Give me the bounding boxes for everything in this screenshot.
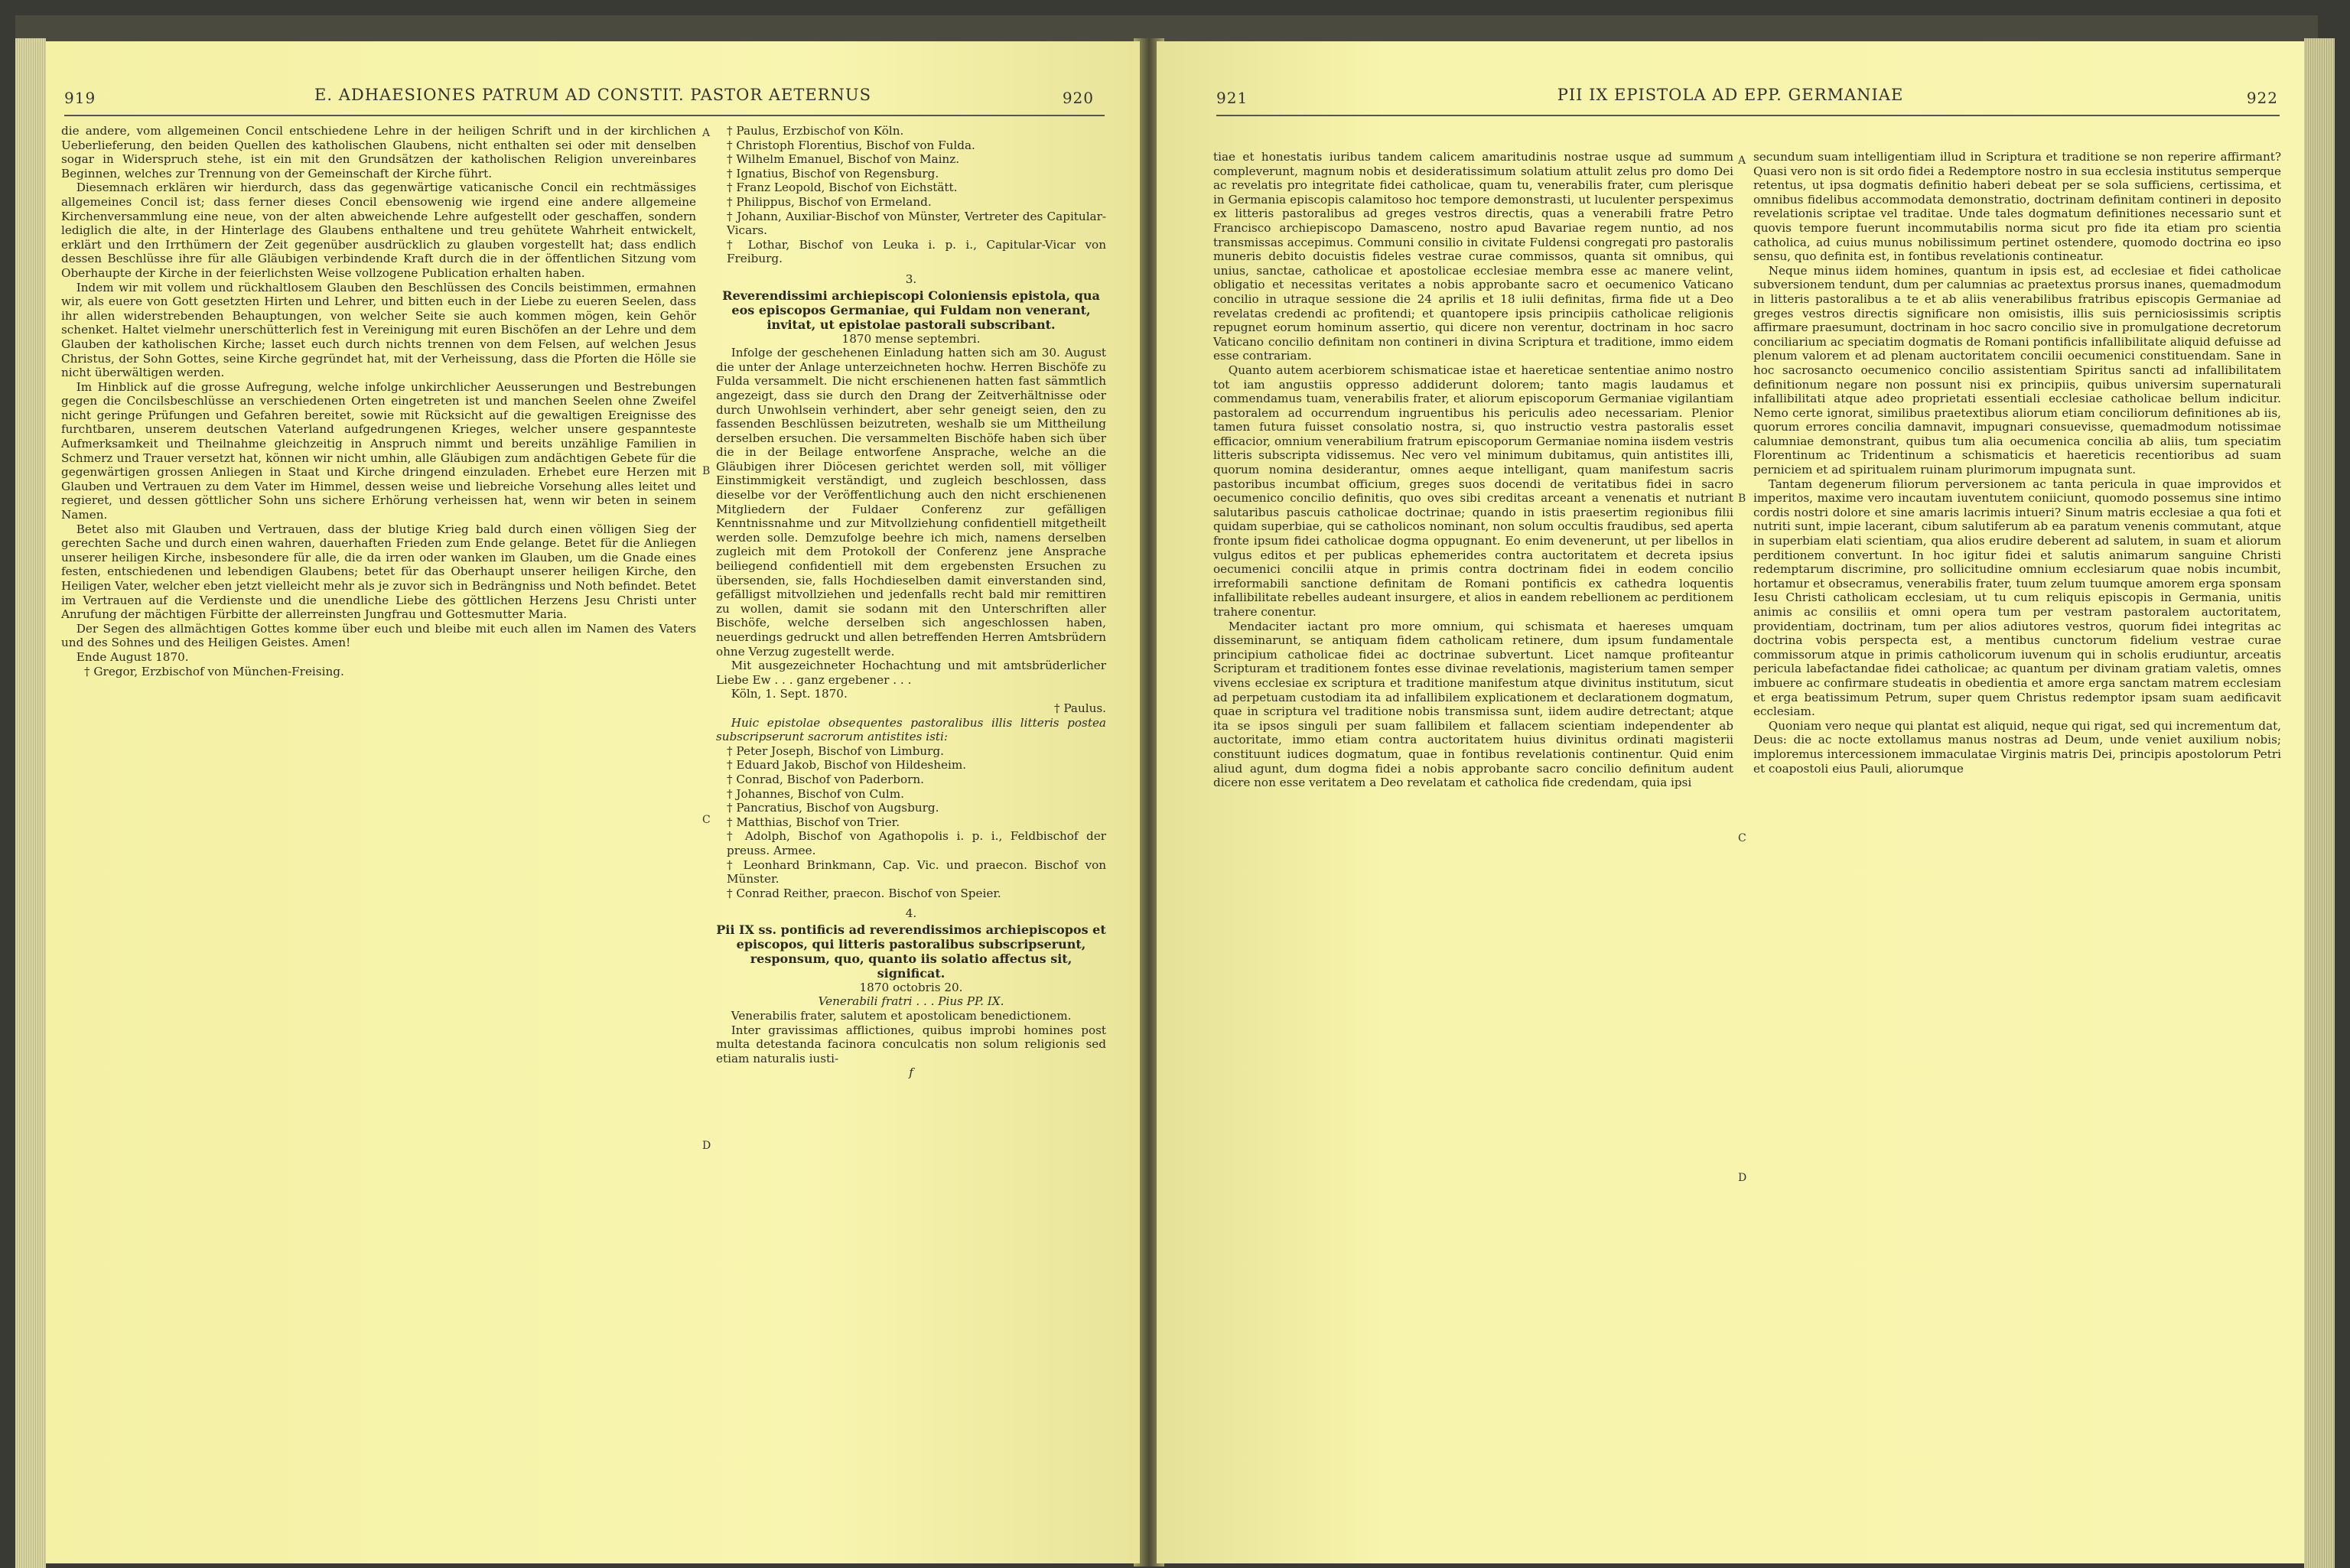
- page-number: 922: [2246, 89, 2278, 107]
- running-title: E. ADHAESIONES PATRUM AD CONSTIT. PASTOR AETERNUS: [314, 86, 871, 104]
- running-title: PII IX EPISTOLA AD EPP. GERMANIAE: [1557, 86, 1904, 104]
- section-date: 1870 octobris 20.: [859, 980, 963, 994]
- paragraph: Tantam degenerum filiorum perversionem ac tanta pericula in quae improvidos et imperitos, maxime vero incautam iuventutem coniiciunt, quomodo possemus sine intimo cordis nostri dolore et sine amaris lacrimis intueri? Sinum matris ecclesiae a qua foti et nutriti sunt, impie lacerant, cibum salutiferum ab ea paratum venenis commutant, atque in superbiam elati scientiam, qua alios erudire deberent ad salutem, in suam et aliorum perditionem convertunt. In hoc igitur fidei et salutis animarum sanguine Christi redemptarum discrimine, pro sollicitudine omnium ecclesiarum quae nobis incumbit, hortamur et obsecramus, venerabilis frater, tuum zelum tuumque amorem erga sponsam Iesu Christi catholicam ecclesiam, ut tu cum reliquis episcopis in Germania, unitis animis ac consiliis et omni opera tum per vestram pastoralem auctoritatem, providentiam, doctrinam, tum per alios adiutores vestros, quorum fidei integritas ac doctrina vobis perspecta est, a mentibus cunctorum fidelium vestrae curae commissorum atque in primis catholicorum iuvenum qui in scholis erudiuntur, arceatis pericula labefactandae fidei catholicae; ac quantum per divinam gratiam valetis, omnes imbuere ac confirmare studeatis in obedientia et amore erga sanctam matrem ecclesiam et erga beatissimum Petrum, super quem Christus redemptor ipsam suam aedificavit ecclesiam.: [1753, 477, 2281, 719]
- signatory: † Johannes, Bischof von Culm.: [727, 786, 905, 801]
- paragraph: Inter gravissimas afflictiones, quibus improbi homines post multa detestanda facinora conculcatis non solum religionis sed etiam naturalis iusti-: [716, 1023, 1106, 1065]
- signatory: † Christoph Florentius, Bischof von Fulda.: [727, 138, 975, 152]
- page-edge-right: [2304, 38, 2335, 1568]
- page-number: 920: [1062, 89, 1094, 107]
- signatory: † Lothar, Bischof von Leuka i. p. i., Capitular-Vicar von Freiburg.: [727, 237, 1106, 266]
- section-title: Pii IX ss. pontificis ad reverendissimos archiepiscopos et episcopos, qui litteris pastoralibus subscripserunt, responsum, quo, quanto iis solatio affectus sit, significat.: [716, 922, 1106, 981]
- signatory: † Franz Leopold, Bischof von Eichstätt.: [727, 181, 958, 195]
- salutation: Venerabili fratri . . . Pius PP. IX.: [818, 994, 1004, 1009]
- paragraph: Im Hinblick auf die grosse Aufregung, welche infolge unkirchlicher Aeusserungen und Bestrebungen gegen die Concilsbeschlüsse an verschiedenen Orten eingetreten ist und manchen Seelen ohne Zweifel nicht geringe Prüfungen und Gefahren bereitet, sowie mit Rücksicht auf die gewaltigen Ereignisse des furchtbaren, unserem deutschen Vaterland aufgedrungenen Krieges, welcher unsere gespannteste Aufmerksamkeit und Theilnahme gleichzeitig in Anspruch nimmt und bereits unzählige Familien in Schmerz und Trauer versetzt hat, können wir nicht umhin, alle Gläubigen zum andächtigen Gebete für die gegenwärtigen grossen Anliegen in Staat und Kirche dringend einzuladen. Erhebet eure Herzen mit Glauben und Vertrauen zu dem Vater im Himmel, dessen weise und liebreiche Vorsehung alles leitet und regieret, und dessen göttlicher Sohn uns sichere Erhörung verheissen hat, wenn wir beten in seinem Namen.: [61, 379, 696, 522]
- section-title: Reverendissimi archiepiscopi Coloniensis epistola, qua eos episcopos Germaniae, qui Fuldam non venerant, invitat, ut epistolae pastorali subscribant.: [722, 288, 1100, 332]
- signatory: † Paulus, Erzbischof von Köln.: [727, 124, 904, 138]
- section-date: 1870 mense septembri.: [841, 331, 981, 346]
- paragraph: Quanto autem acerbiorem schismaticae istae et haereticae sententiae animo nostro tot iam angustiis oppresso addiderunt dolorem; tanto magis laudamus et commendamus tuam, venerabilis frater, et aliorum episcoporum Germaniae vigilantiam pastoralem ad occurrendum ingruentibus his periculis adeo necessariam. Plenior tamen futura fuisset consolatio nostra, si, quo instructio vestra pastoralis esset efficacior, omnium venerabilium fratrum episcoporum Germaniae nomina iisdem vestris litteris subscripta vidissemus. Nec vero vel minimum dubitamus, quin antistites illi, quorum nomina desiderantur, omnes aeque intelligant, quam manifestum sacris pastoribus incumbat officium, greges suos docendi de veritatibus fidei in sacro oecumenico concilio definitis, quo oves sibi creditas arceant a venenatis et nutriant salutaribus pascuis catholicae doctrinae; quando in istis praesertim regionibus filii quidam superbiae, qui se catholicos nominant, non solum occultis fraudibus, sed aperta fronte ipsum fidei catholicae dogma oppugnant. Eo enim devenerunt, ut per libellos in vulgus editos et per publicas ephemerides contra auctoritatem et decreta ipsius oecumenici concilii atque in primis contra doctrinam fidei in eodem concilio irreformabili sanctione definitam de Romani pontificis ex cathedra loquentis infallibilitate rebelles audeant insurgere, et alios in eandem rebellionem ac perditionem trahere conentur.: [1213, 363, 1733, 619]
- right-column-2: [1753, 150, 2281, 776]
- signature: † Paulus.: [1053, 701, 1106, 715]
- header-rule: [64, 115, 1105, 116]
- margin-marker: C: [702, 814, 711, 826]
- paragraph: Quoniam vero neque qui plantat est aliquid, neque qui rigat, sed qui incrementum dat, Deus: die ac nocte extollamus manus nostras ad Deum, unde veniet auxilium nobis; imploremus intercessionem immaculatae Virginis matris Dei, principis apostolorum Petri et coapostoli eius Pauli, aliorumque: [1753, 718, 2281, 776]
- left-page: [46, 41, 1140, 1563]
- place-date: Köln, 1. Sept. 1870.: [731, 687, 848, 701]
- margin-marker: A: [1738, 155, 1746, 167]
- left-running-head: [46, 86, 1140, 116]
- paragraph: Der Segen des allmächtigen Gottes komme über euch und bleibe mit euch allen im Namen des Vaters und des Sohnes und des Heiligen Geistes. Amen!: [61, 621, 696, 650]
- signatory: † Peter Joseph, Bischof von Limburg.: [727, 743, 944, 758]
- section-number: 3.: [905, 272, 917, 286]
- signatory: † Johann, Auxiliar-Bischof von Münster, Vertreter des Capitular-Vicars.: [727, 209, 1106, 238]
- right-column-1: [1213, 150, 1733, 790]
- book-spread: [15, 15, 2318, 1553]
- paragraph: Mit ausgezeichneter Hochachtung und mit amtsbrüderlicher Liebe Ew . . . ganz ergebener . . .: [716, 659, 1106, 687]
- right-page: [1157, 41, 2304, 1563]
- italic-note: Huic epistolae obsequentes pastoralibus illis litteris postea subscripserunt sacrorum antistites isti:: [716, 715, 1106, 744]
- paragraph: Neque minus iidem homines, quantum in ipsis est, ad ecclesiae et fidei catholicae subversionem tendunt, dum per calumnias ac praetextus prorsus inanes, quemadmodum in litteris pastoralibus a te et ab aliis venerabilibus fratribus episcopis Germaniae ad greges vestros directis significare non omisistis, illis suis perniciosissimis scriptis affirmare praesumunt, doctrinam in hoc sacro concilio sive in promulgatione decretorum conciliarium ac speciatim dogmatis de Romani pontificis infallibilitate aliquid defuisse ad plenum valorem et ad plenam auctoritatem concilii oecumenici constituendam. Sane in hoc sacrosancto oecumenico concilio assistentiam Spiritus sancti ad infallibilitatem definitionum negare non possunt nisi ex principiis, quibus universim supernaturali infallibilitati atque adeo proprietati essentiali ecclesiae catholicae bellum indicitur. Nemo certe ignorat, similibus praetextibus aliorum etiam conciliorum definitiones ab iis, quorum errores concilia damnavit, impugnari consuevisse, quemadmodum notissimae calumniae demonstrant, quibus tum alia oecumenica concilia ab aliis, tum speciatim Florentinum ac Tridentinum a schismaticis et haereticis recentioribus ad suam perniciem et ad spiritualem ruinam plurimorum impugnata sunt.: [1753, 263, 2281, 477]
- signatory: † Leonhard Brinkmann, Cap. Vic. und praecon. Bischof von Münster.: [727, 857, 1106, 886]
- margin-marker: D: [1738, 1172, 1747, 1184]
- margin-marker: D: [702, 1140, 711, 1152]
- paragraph: secundum suam intelligentiam illud in Scriptura et traditione se non reperire affirmant? Quasi vero non is sit ordo fidei a Redemptore nostro in sua ecclesia institutus semperque retentus, ut ipsa dogmatis definitio haberi debeat per se sola sufficiens, certissima, et omnibus fidelibus accommodata demonstratio, doctrinam definitam contineri in deposito revelationis scriptae vel traditae. Unde tales dogmatum definitiones necessario sunt et quovis tempore fuerunt incommutabilis norma sicut pro fide ita etiam pro scientia catholica, ad cuius munus nobilissimum pertinet ostendere, quomodo doctrina eo ipso sensu, quo definita est, in fontibus revelationis contineatur.: [1753, 150, 2281, 264]
- left-column-1: [61, 124, 696, 678]
- paragraph: Venerabilis frater, salutem et apostolicam benedictionem.: [731, 1009, 1072, 1023]
- margin-marker: C: [1738, 832, 1746, 844]
- paragraph: Betet also mit Glauben und Vertrauen, dass der blutige Krieg bald durch einen völligen Sieg der gerechten Sache und durch einen wahren, dauerhaften Frieden zum Ende gelange. Betet für die Anliegen unserer heiligen Kirche, insbesondere für alle, die da irren oder wanken im Glauben, um die Gnade eines festen, entschiedenen und lebendigen Glaubens; betet für das Oberhaupt unserer heiligen Kirche, den Heiligen Vater, welcher eben jetzt vielleicht mehr als je zuvor sich in Bedrängniss und Noth befindet. Betet im Vertrauen auf die Verdienste und die unendliche Liebe des göttlichen Herzens Jesu Christi unter Anrufung der mächtigen Fürbitte der allerreinsten Jungfrau und Gottesmutter Maria.: [61, 522, 696, 622]
- signatory: † Philippus, Bischof von Ermeland.: [727, 194, 932, 209]
- signature-mark: f: [909, 1065, 913, 1080]
- signature: † Gregor, Erzbischof von München-Freising.: [84, 664, 344, 678]
- paragraph: die andere, vom allgemeinen Concil entschiedene Lehre in der heiligen Schrift und in der kirchlichen Ueberlieferung, den beiden Quellen des katholischen Glaubens, nicht enthalten sei oder mit denselben sogar in Widerspruch stehe, ist ein mit den Grundsätzen der katholischen Religion unvereinbares Beginnen, welches zur Trennung von der Gemeinschaft der Kirche führt.: [61, 124, 696, 181]
- signatory: † Wilhelm Emanuel, Bischof von Mainz.: [727, 152, 960, 167]
- signatory: † Adolph, Bischof von Agathopolis i. p. i., Feldbischof der preuss. Armee.: [727, 829, 1106, 857]
- paragraph: Mendaciter iactant pro more omnium, qui schismata et haereses umquam disseminarunt, se antiquam fidem catholicam retinere, dum ipsum fundamentale principium catholicae fidei ac doctrinae subvertunt. Licet namque profiteantur Scripturam et traditionem fontes esse divinae revelationis, magisterium tamen semper vivens ecclesiae ex scriptura et traditione manifestum atque divinitus institutum, sicut ad perpetuam custodiam ita ad infallibilem explicationem et declarationem dogmatum, quae in scriptura vel traditione nobis transmissa sunt, iidem audire detrectant; atque ita se ipsos singuli per suam fallibilem et fallacem scientiam independenter ab auctoritate, immo etiam contra auctoritatem huius divinitus ordinati magisterii constituunt iudices dogmatum, quae in fontibus revelationis continentur. Quid enim aliud agunt, dum dogma fidei a nobis approbante sacro concilio definitum audent dicere non esse veritatem a Deo revelatam et catholica fide credendam, quia ipsi: [1213, 619, 1733, 790]
- signatory: † Conrad, Bischof von Paderborn.: [727, 772, 924, 786]
- paragraph: Indem wir mit vollem und rückhaltlosem Glauben den Beschlüssen des Concils beistimmen, ermahnen wir, als euere von Gott gesetzten Hirten und Lehrer, und bitten euch in der Liebe zu eueren Seelen, dass ihr allen widerstrebenden Behauptungen, von welcher Seite sie auch kommen mögen, kein Gehör schenket. Haltet vielmehr unerschütterlich fest in Vereinigung mit euren Bischöfen an der Lehre und dem Glauben der katholischen Kirche; lasset euch durch nichts trennen von dem Felsen, auf welchen Jesus Christus, der Sohn Gottes, seine Kirche gegründet hat, mit der Verheissung, dass die Pforten die Hölle sie nicht überwältigen werden.: [61, 280, 696, 380]
- page-number: 921: [1216, 89, 1248, 107]
- right-running-head: [1157, 86, 2304, 116]
- date-line: Ende August 1870.: [76, 649, 189, 664]
- left-column-2: [716, 124, 1106, 1080]
- signatory: † Conrad Reither, praecon. Bischof von Speier.: [727, 886, 1001, 900]
- margin-marker: B: [1738, 493, 1746, 505]
- signatory: † Eduard Jakob, Bischof von Hildesheim.: [727, 758, 967, 773]
- section-number: 4.: [905, 906, 917, 921]
- paragraph: Diesemnach erklären wir hierdurch, dass das gegenwärtige vaticanische Concil ein rechtmässiges allgemeines Concil ist; dass ferner dieses Concil ebensowenig wie irgend eine andere allgemeine Kirchenversammlung eine neue, von der alten abweichende Lehre aufgestellt oder geschaffen, sondern lediglich die alte, in der Hinterlage des Glaubens enthaltene und treu gehütete Wahrheit entwickelt, erklärt und den Irrthümern der Zeit gegenüber ausdrücklich zu glauben vorgestellt hat; dass endlich dessen Beschlüsse ihre für alle Gläubigen verbindende Kraft durch die in der öffentlichen Sitzung vom Oberhaupte der Kirche in der feierlichsten Weise vollzogene Publication erhalten haben.: [61, 181, 696, 280]
- signatory: † Ignatius, Bischof von Regensburg.: [727, 166, 939, 181]
- margin-marker: B: [702, 465, 711, 477]
- paragraph: tiae et honestatis iuribus tandem calicem amaritudinis nostrae usque ad summum compleverunt, magnum nobis et desideratissimum solatium attulit zelus pro domo Dei ac revelatis pro integritate fidei catholicae, quam tu, venerabilis frater, cum plerisque in Germania episcopis calamitoso hoc tempore demonstrasti, ut luculenter perspeximus ex litteris pastoralibus ad greges vestros directis, quas a venerabili fratre Petro Francisco archiepiscopo Damasceno, nostro apud Bavariae regem nuntio, ad nos transmissas accepimus. Communi consilio in civitate Fuldensi congregati pro pastoralis muneris debito docuistis fideles vestrae curae commissos, quanta sit omnibus, qui unius, sanctae, catholicae et apostolicae ecclesiae membra esse ac manere velint, obligatio et necessitas veritates a nobis approbante sacro et oecumenico Vaticano concilio in utraque sessione die 24 aprilis et 18 iulii definitas, firma fide ut a Deo revelatas credendi ac profitendi; et quantopere ipsis principiis catholicae religionis repugnet eorum hominum assertio, qui dicere non verentur, doctrinam in hoc sacro Vaticano concilio definitam non contineri in divina Scriptura et traditione, immo eidem esse contrariam.: [1213, 150, 1733, 363]
- margin-marker: A: [702, 127, 711, 139]
- paragraph: Infolge der geschehenen Einladung hatten sich am 30. August die unter der Anlage unterzeichneten hochw. Herren Bischöfe zu Fulda versammelt. Die nicht erschienenen hatten fast sämmtlich angezeigt, dass sie durch den Drang der Zeitverhältnisse oder durch Unwohlsein verhindert, aber sehr geneigt seien, den zu fassenden Beschlüssen beizutreten, weshalb sie um Mittheilung derselben ersuchen. Die versammelten Bischöfe haben sich über die in der Beilage entworfene Ansprache, welche an die Gläubigen ihrer Diöcesen gerichtet werden soll, mit völliger Einstimmigkeit verständigt, und zugleich beschlossen, dass dieselbe vor der Veröffentlichung auch den nicht erschienenen Mitgliedern der Fuldaer Conferenz zur gefälligen Kenntnissnahme und zur Mitvollziehung confidentiell mitgetheilt werden solle. Demzufolge beehre ich mich, namens derselben zugleich mit dem Protokoll der Conferenz jene Ansprache beiliegend confidentiell mit dem ergebensten Ersuchen zu übersenden, sie, falls Hochdieselben damit einverstanden sind, gefälligst mitvollziehen und jedenfalls recht bald mir remittiren zu wollen, damit sie sodann mit den Unterschriften aller Bischöfe, welche derselben sich angeschlossen haben, neuerdings gedruckt und allen betreffenden Herren Amtsbrüdern ohne Verzug zugestellt werde.: [716, 346, 1106, 659]
- page-edge-left: [15, 38, 46, 1568]
- page-number: 919: [64, 89, 96, 107]
- signatory: † Matthias, Bischof von Trier.: [727, 815, 900, 829]
- signatory: † Pancratius, Bischof von Augsburg.: [727, 801, 939, 815]
- header-rule: [1216, 115, 2280, 116]
